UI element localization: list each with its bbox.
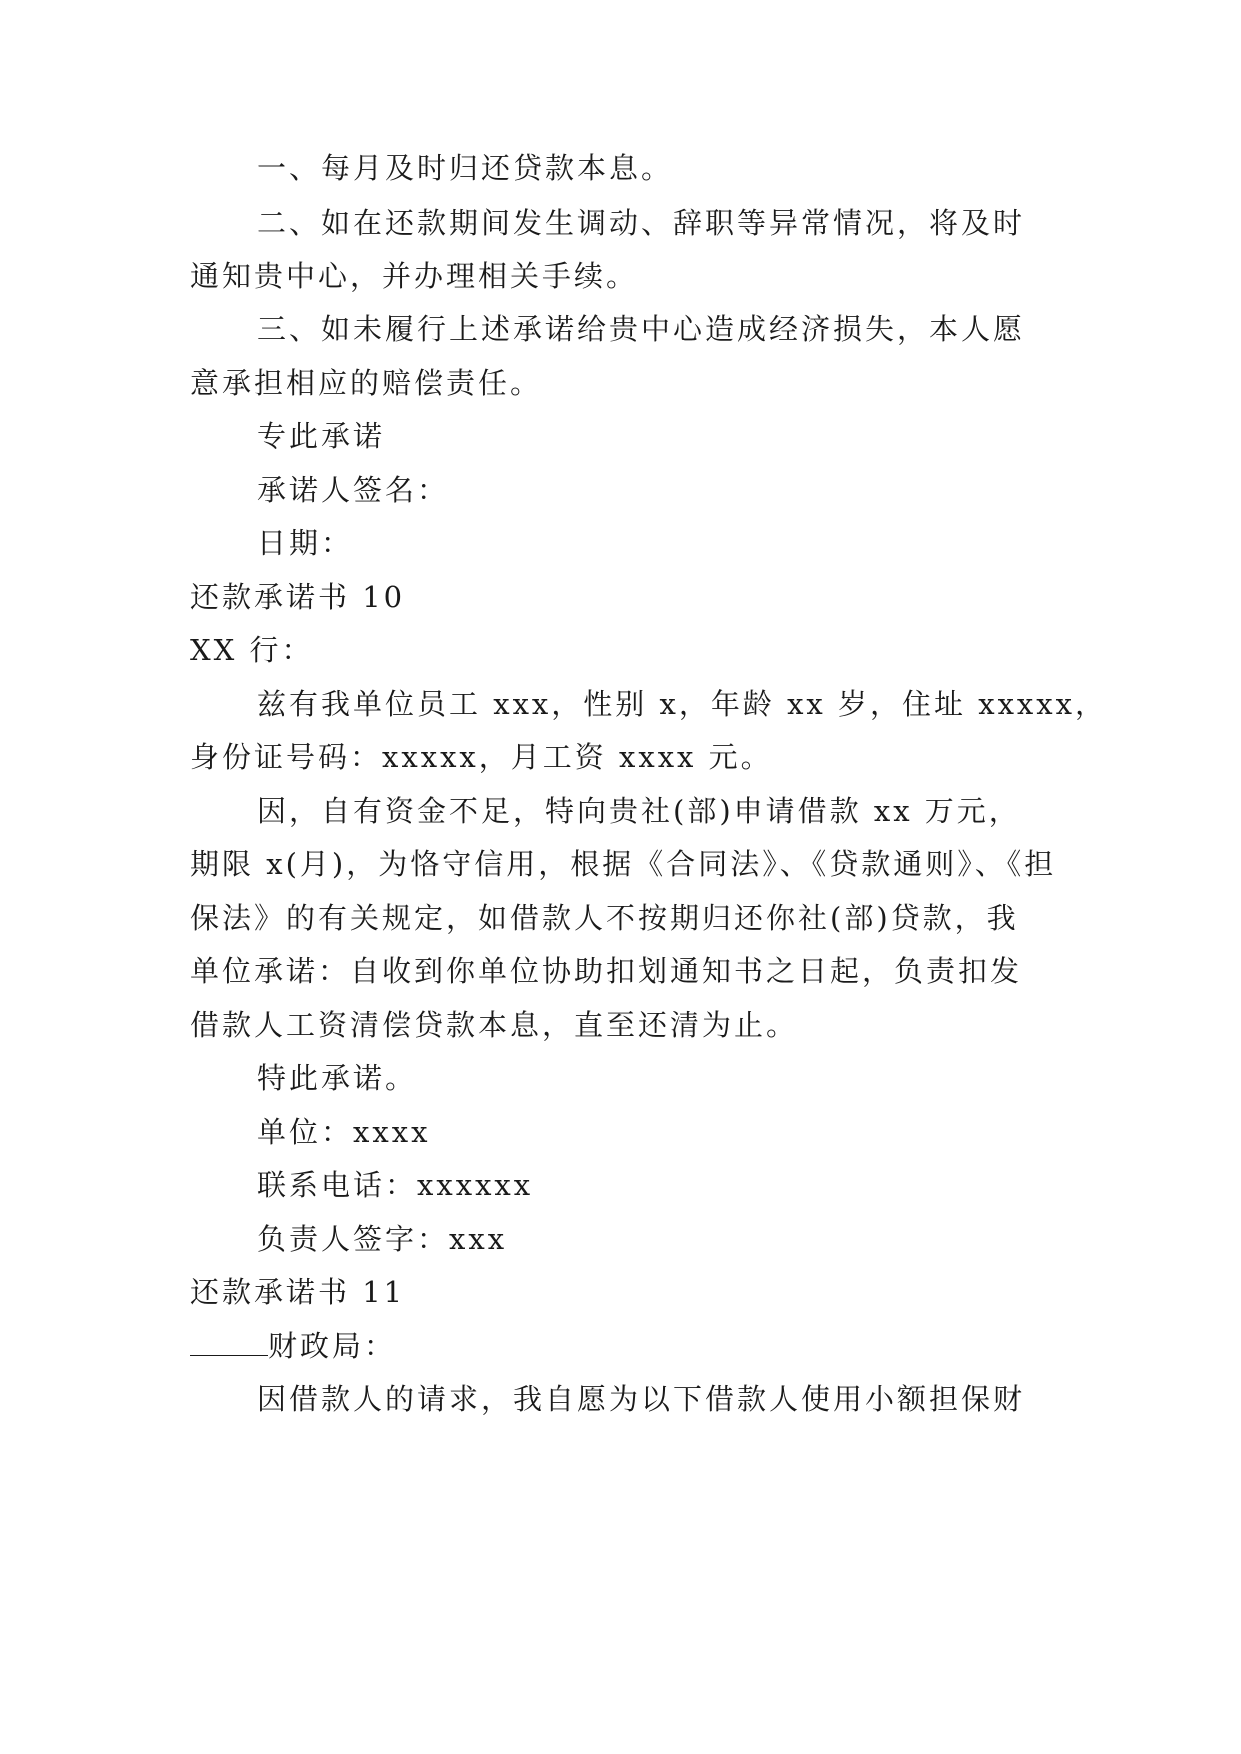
section-title: 还款承诺书 11 (190, 1275, 406, 1309)
paragraph-line: 三、如未履行上述承诺给贵中心造成经济损失，本人愿 (257, 312, 1026, 346)
paragraph-line: 兹有我单位员工 xxx，性别 x，年龄 xx 岁，住址 xxxxx， (257, 687, 1107, 721)
paragraph-line: 借款人工资清偿贷款本息，直至还清为止。 (190, 1008, 799, 1042)
paragraph-line: 期限 x(月)，为恪守信用，根据《合同法》、《贷款通则》、《担 (190, 847, 1057, 881)
paragraph-line: 因，自有资金不足，特向贵社(部)申请借款 xx 万元， (257, 794, 1021, 828)
signature-line: 负责人签字：xxx (257, 1222, 508, 1256)
paragraph-line: 身份证号码：xxxxx，月工资 xxxx 元。 (190, 740, 773, 774)
date-line: 日期： (257, 526, 354, 560)
closing-line: 专此承诺 (257, 419, 386, 453)
paragraph-line: 意承担相应的赔偿责任。 (190, 366, 543, 400)
addressee-text: 财政局： (268, 1329, 397, 1363)
addressee-line: XX 行： (190, 633, 314, 667)
phone-line: 联系电话：xxxxxx (257, 1168, 534, 1202)
section-title: 还款承诺书 10 (190, 580, 406, 614)
fill-in-blank (190, 1331, 268, 1356)
paragraph-line: 一、每月及时归还贷款本息。 (257, 151, 674, 185)
signature-line: 承诺人签名： (257, 473, 450, 507)
unit-line: 单位：xxxx (257, 1115, 431, 1149)
addressee-line (190, 1326, 1070, 1366)
paragraph-line: 通知贵中心，并办理相关手续。 (190, 259, 639, 293)
paragraph-line: 因借款人的请求，我自愿为以下借款人使用小额担保财 (257, 1382, 1026, 1416)
paragraph-line: 二、如在还款期间发生调动、辞职等异常情况，将及时 (257, 206, 1026, 240)
closing-line: 特此承诺。 (257, 1061, 418, 1095)
paragraph-line: 保法》的有关规定，如借款人不按期归还你社(部)贷款，我 (190, 901, 1019, 935)
paragraph-line: 单位承诺：自收到你单位协助扣划通知书之日起，负责扣发 (190, 954, 1023, 988)
